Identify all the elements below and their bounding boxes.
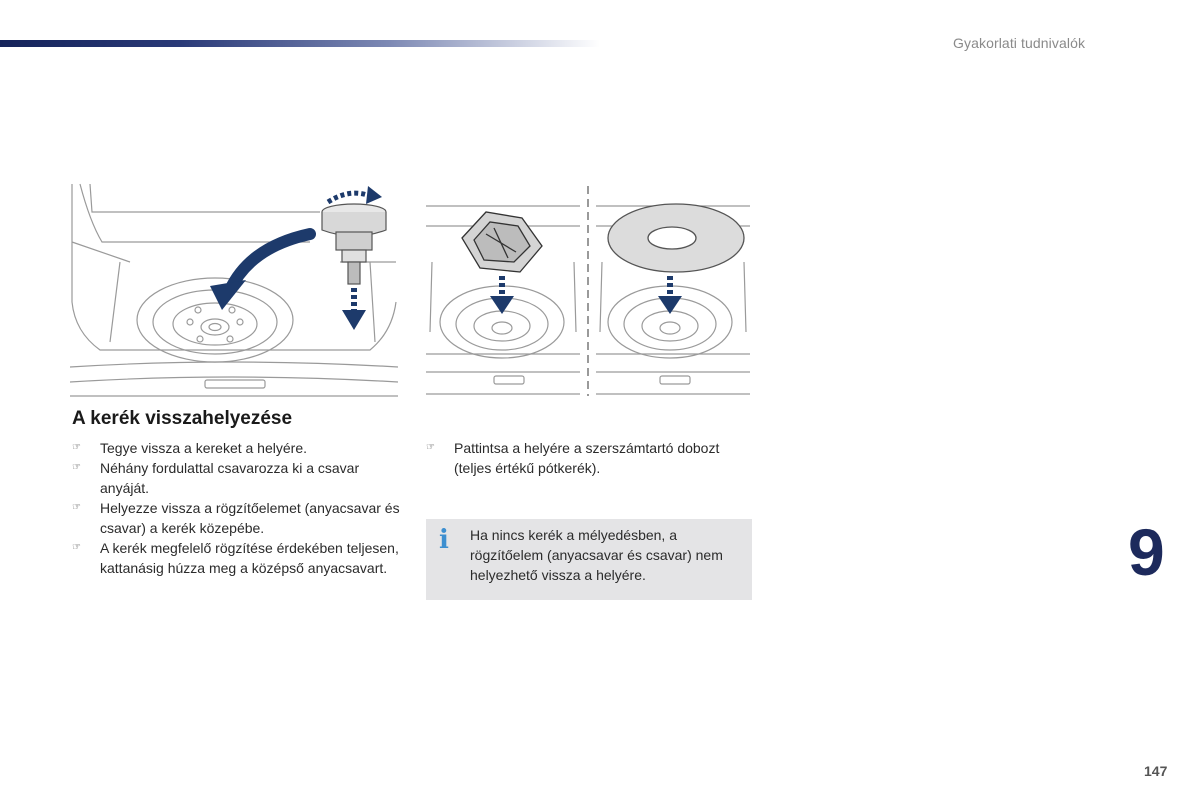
list-item: ☞ Pattintsa a helyére a szerszámtartó dobozt (teljes értékű pótkerék). bbox=[426, 440, 720, 476]
list-item: ☞ A kerék megfelelő rögzítése érdekében teljesen, kattanásig húzza meg a középső anyacsavart. bbox=[72, 540, 399, 576]
illustration-wheel-refit bbox=[70, 182, 398, 400]
pointing-hand-icon: ☞ bbox=[72, 442, 81, 453]
pointing-hand-icon: ☞ bbox=[72, 542, 81, 553]
list-item: ☞ Néhány fordulattal csavarozza ki a csavar anyáját. bbox=[72, 460, 360, 496]
page-number: 147 bbox=[1144, 763, 1168, 779]
pointing-hand-icon: ☞ bbox=[72, 502, 81, 513]
header-gradient-bar bbox=[0, 40, 600, 47]
illustration-toolbox-refit bbox=[424, 182, 752, 400]
chapter-number: 9 bbox=[1128, 515, 1165, 589]
pointing-hand-icon: ☞ bbox=[426, 442, 435, 453]
section-header: Gyakorlati tudnivalók bbox=[953, 35, 1086, 51]
list-item: ☞ Tegye vissza a kereket a helyére. bbox=[72, 440, 307, 456]
pointing-hand-icon: ☞ bbox=[72, 462, 81, 473]
left-step-list bbox=[72, 438, 402, 578]
info-icon: i bbox=[439, 525, 449, 555]
section-title: A kerék visszahelyezése bbox=[72, 408, 293, 429]
info-note bbox=[426, 519, 752, 600]
list-item: ☞ Helyezze vissza a rögzítőelemet (anyacsavar és csavar) a kerék közepébe. bbox=[72, 500, 400, 536]
info-note-text: Ha nincs kerék a mélyedésben, a rögzítőelem (anyacsavar és csavar) nem helyezhető vissza a helyére. bbox=[470, 527, 723, 583]
right-step-list bbox=[426, 438, 756, 478]
